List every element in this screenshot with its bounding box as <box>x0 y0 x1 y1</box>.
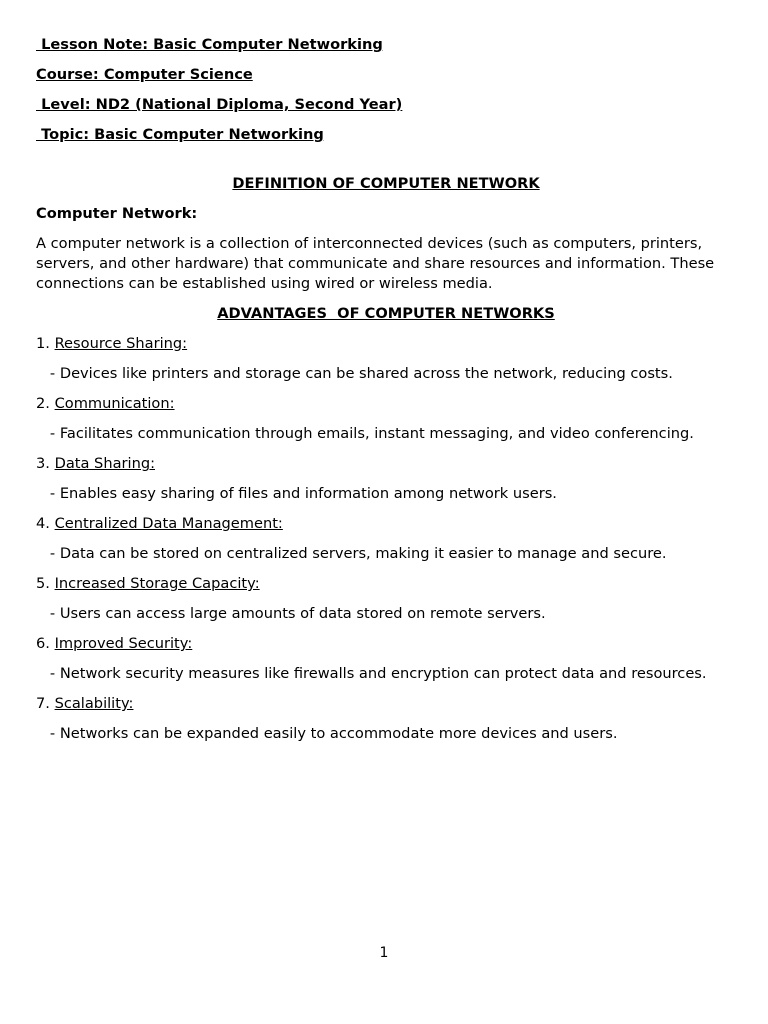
definition-label: Computer Network: <box>36 205 198 222</box>
advantage-item <box>36 334 736 384</box>
advantage-item <box>36 394 736 444</box>
lesson-note-heading: Lesson Note: Basic Computer Networking <box>36 36 383 53</box>
item-description: - Devices like printers and storage can be shared across the network, reducing costs. <box>36 365 673 382</box>
item-label: Data Sharing: <box>54 455 156 472</box>
item-label: Communication: <box>54 395 175 412</box>
item-number: 3. <box>36 455 55 472</box>
item-description: - Facilitates communication through emails, instant messaging, and video conferencing. <box>36 425 694 442</box>
item-number: 4. <box>36 515 55 532</box>
item-description: - Data can be stored on centralized servers, making it easier to manage and secure. <box>36 545 667 562</box>
level-heading: Level: ND2 (National Diploma, Second Year) <box>36 96 403 113</box>
item-number: 7. <box>36 695 55 712</box>
spacer <box>36 155 736 174</box>
item-label: Resource Sharing: <box>54 335 188 352</box>
advantages-title: ADVANTAGES OF COMPUTER NETWORKS <box>217 305 555 322</box>
item-label: Scalability: <box>54 695 134 712</box>
document-page <box>36 35 736 754</box>
item-description: - Network security measures like firewalls and encryption can protect data and resources. <box>36 665 707 682</box>
item-number: 6. <box>36 635 55 652</box>
advantage-item <box>36 694 736 744</box>
definition-paragraph: A computer network is a collection of interconnected devices (such as computers, printers, servers, and other hardware) that communicate and share resources and information. These connections can be established using wired or wireless media. <box>36 235 715 292</box>
advantage-item <box>36 514 736 564</box>
item-description: - Users can access large amounts of data stored on remote servers. <box>36 605 546 622</box>
item-number: 5. <box>36 575 55 592</box>
item-label: Centralized Data Management: <box>54 515 283 532</box>
item-label: Improved Security: <box>54 635 193 652</box>
item-label: Increased Storage Capacity: <box>54 575 260 592</box>
item-description: - Enables easy sharing of files and information among network users. <box>36 485 557 502</box>
advantage-item <box>36 574 736 624</box>
definition-title: DEFINITION OF COMPUTER NETWORK <box>232 175 540 192</box>
item-number: 1. <box>36 335 55 352</box>
course-heading: Course: Computer Science <box>36 66 253 83</box>
advantage-item <box>36 634 736 684</box>
item-description: - Networks can be expanded easily to accommodate more devices and users. <box>36 725 618 742</box>
advantage-item <box>36 454 736 504</box>
topic-heading: Topic: Basic Computer Networking <box>36 126 324 143</box>
page-number: 1 <box>379 945 389 961</box>
item-number: 2. <box>36 395 55 412</box>
